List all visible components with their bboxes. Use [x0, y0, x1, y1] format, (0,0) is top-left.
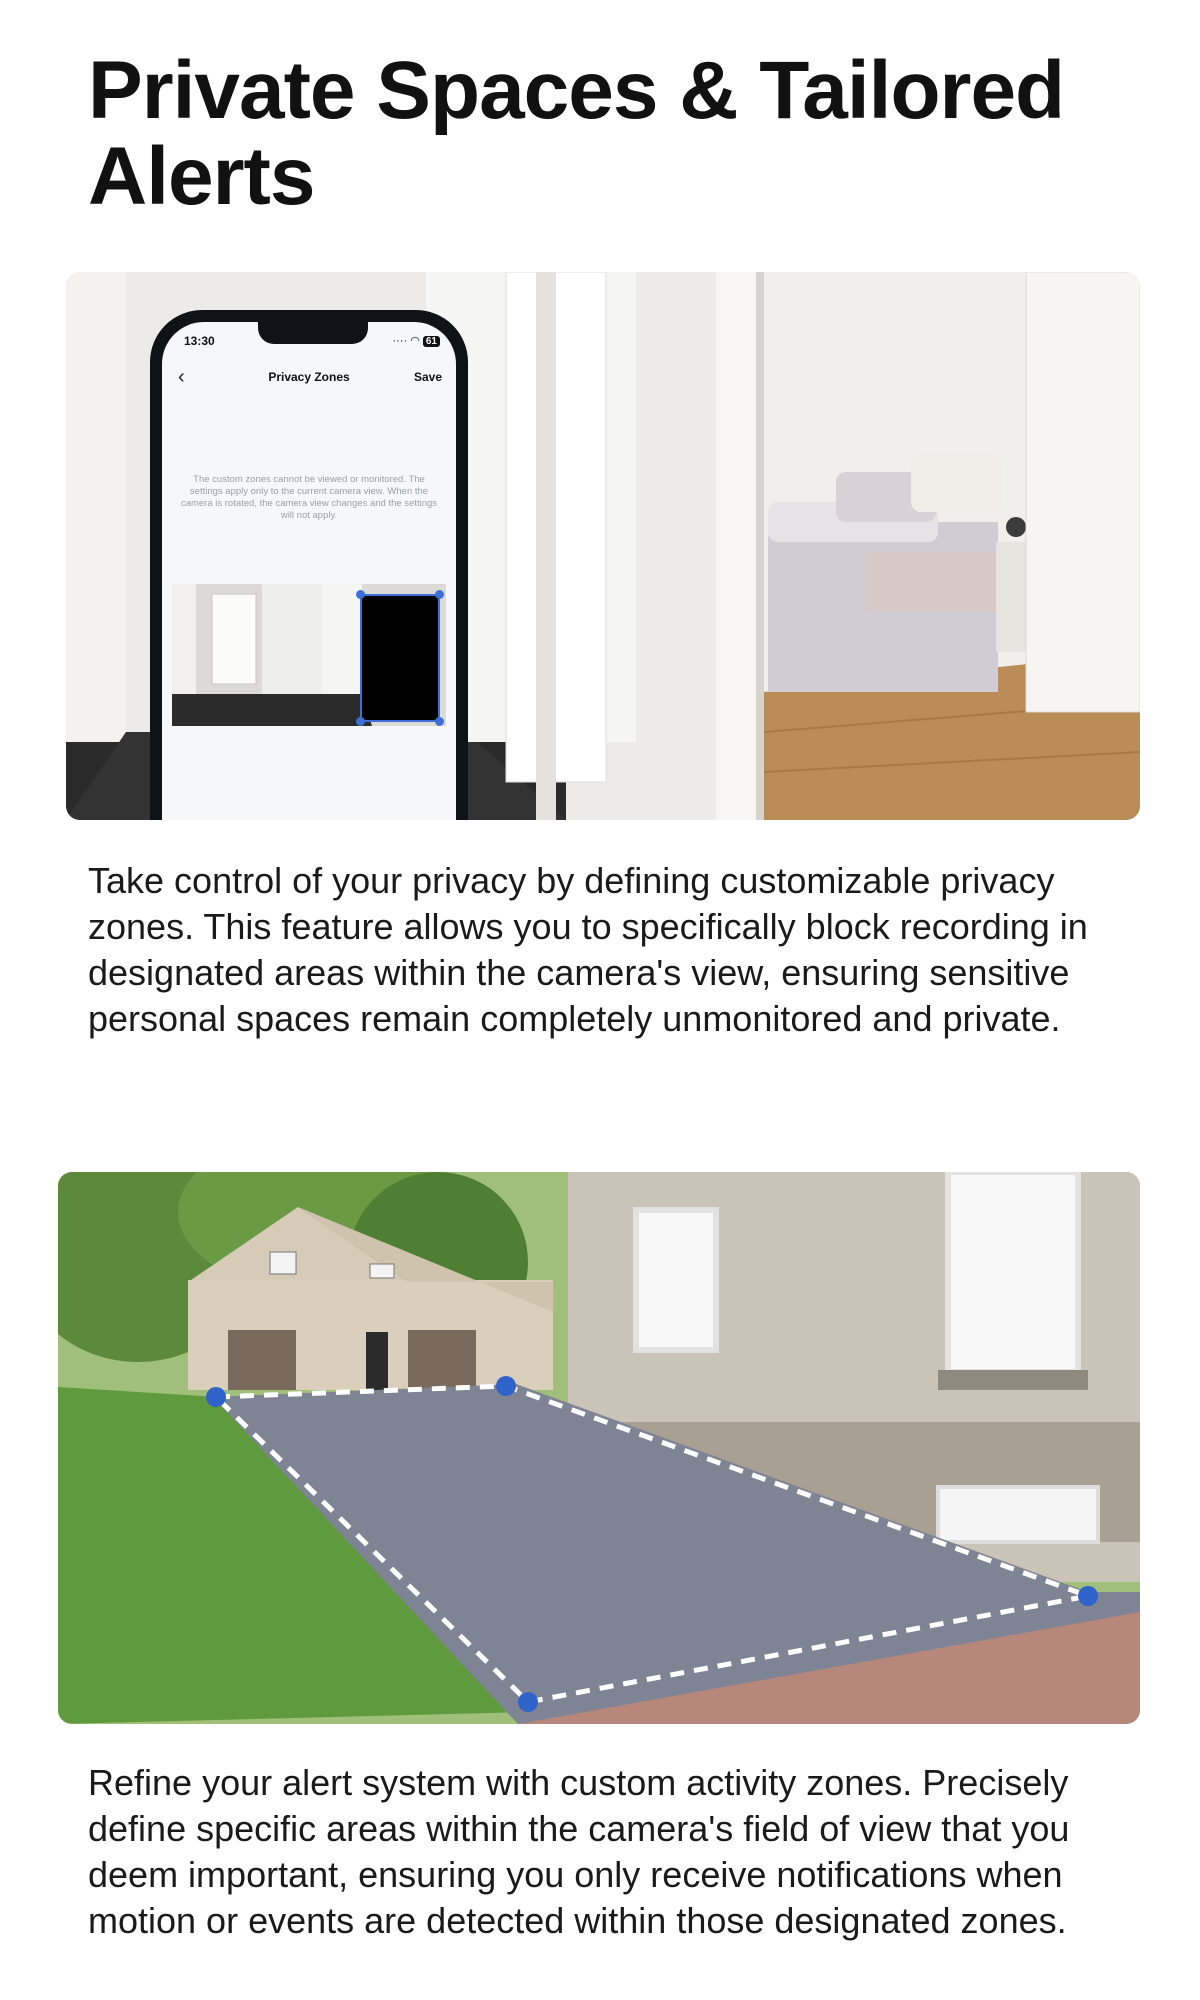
page-title: Private Spaces & Tailored Alerts	[88, 45, 1065, 222]
zone-point-1[interactable]	[206, 1387, 226, 1407]
zone-handle-bottom-left[interactable]	[356, 717, 365, 726]
activity-zone-overlay[interactable]	[58, 1172, 1140, 1724]
privacy-notice: The custom zones cannot be viewed or monitored. The settings apply only to the current camera view. When the camera is rotated, the camera view changes and the settings will not apply.	[180, 474, 438, 521]
privacy-zones-title: Privacy Zones	[268, 370, 350, 384]
phone-mockup	[150, 310, 468, 820]
zone-point-2[interactable]	[496, 1376, 516, 1396]
status-time: 13:30	[184, 334, 215, 348]
camera-preview[interactable]	[172, 584, 446, 726]
activity-description: Refine your alert system with custom activity zones. Precisely define specific areas within the camera's field of view that you deem important, ensuring you only receive notifications when motion or events are detected within those designated zones.	[88, 1762, 1070, 1941]
activity-zone-outline[interactable]	[216, 1386, 1088, 1702]
chevron-left-icon[interactable]: ‹	[178, 366, 185, 388]
status-icons	[392, 334, 440, 347]
wifi-icon: ◠	[410, 335, 420, 347]
zone-handle-top-left[interactable]	[356, 590, 365, 599]
signal-icon: ····	[392, 335, 408, 347]
privacy-zone-box[interactable]	[360, 594, 440, 722]
zone-point-4[interactable]	[518, 1692, 538, 1712]
battery-icon: 61	[423, 336, 440, 347]
zone-handle-top-right[interactable]	[435, 590, 444, 599]
zone-point-3[interactable]	[1078, 1586, 1098, 1606]
zone-handle-bottom-right[interactable]	[435, 717, 444, 726]
privacy-description: Take control of your privacy by defining customizable privacy zones. This feature allows you to specifically block recording in designated areas within the camera's view, ensuring sensitive personal spaces remain completely unmonitored and private.	[88, 860, 1088, 1039]
phone-screen	[162, 322, 456, 820]
phone-notch	[258, 322, 368, 344]
privacy-zones-image	[66, 272, 1140, 820]
save-button[interactable]: Save	[413, 370, 442, 384]
activity-zones-image	[58, 1172, 1140, 1724]
